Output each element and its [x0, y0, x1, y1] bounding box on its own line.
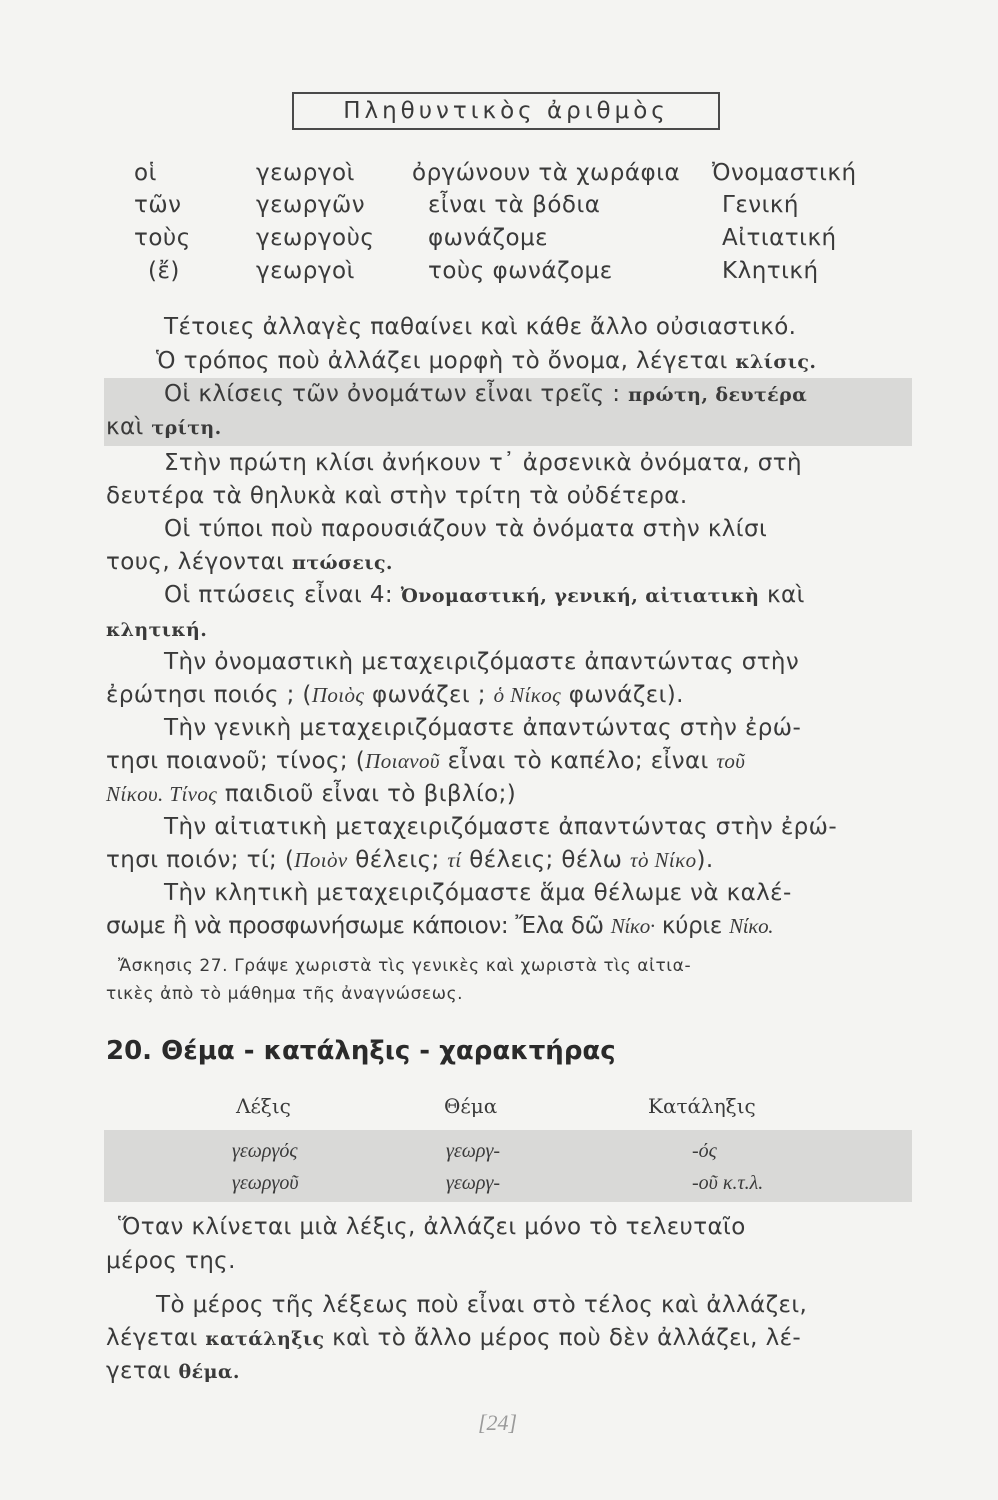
table-header-stem: Θέμα — [444, 1094, 498, 1118]
article-acc: τοὺς — [134, 225, 191, 251]
phrase-nom: ὀργώνουν τὰ χωράφια — [412, 160, 681, 186]
case-acc: Αἰτιατική — [722, 225, 837, 251]
exercise-line: τικὲς ἀπὸ τὸ μάθημα τῆς ἀναγνώσεως. — [106, 984, 464, 1004]
text-line: δευτέρα τὰ θηλυκὰ καὶ στὴν τρίτη τὰ οὐδέτερα. — [106, 483, 688, 509]
text-line: μέρος της. — [106, 1248, 236, 1274]
text-line: Οἱ τύποι ποὺ παρουσιάζουν τὰ ὀνόματα στὴν κλίσι — [164, 516, 768, 542]
table-header-word: Λέξις — [236, 1094, 291, 1118]
phrase-voc: τοὺς φωνάζομε — [428, 258, 613, 284]
text-line: Ὁ τρόπος ποὺ ἀλλάζει μορφὴ τὸ ὄνομα, λέγεται κλίσις. — [156, 348, 817, 374]
table-cell: γεωργοῦ — [232, 1172, 299, 1194]
table-cell: -ός — [692, 1140, 717, 1162]
text-line: σωμε ἢ νὰ προσφωνήσωμε κάποιον: Ἔλα δῶ Νίκο· κύριε Νίκο. — [106, 913, 774, 939]
table-cell: γεωργ- — [446, 1140, 501, 1162]
text-line: γεται θέμα. — [106, 1358, 240, 1384]
text-line: Τὴν αἰτιατικὴ μεταχειριζόμαστε ἀπαντώντας στὴν ἐρώ- — [164, 814, 838, 840]
text-line: τους, λέγονται πτώσεις. — [106, 549, 393, 575]
text-line: Τὴν ὀνομαστικὴ μεταχειριζόμαστε ἀπαντώντας στὴν — [164, 649, 800, 675]
text-line: Στὴν πρώτη κλίσι ἀνήκουν τ᾽ ἀρσενικὰ ὀνόματα, στὴ — [164, 450, 802, 476]
table-cell: γεωργ- — [446, 1172, 501, 1194]
term-vocative: κλητική. — [106, 619, 208, 641]
table-highlight-band — [104, 1130, 912, 1202]
text-line: Τέτοιες ἀλλαγὲς παθαίνει καὶ κάθε ἄλλο οὐσιαστικό. — [164, 314, 797, 340]
case-gen: Γενική — [722, 192, 800, 218]
noun-voc: γεωργοὶ — [256, 258, 355, 284]
text-line: τησι ποιανοῦ; τίνος; (Ποιανοῦ εἶναι τὸ καπέλο; εἶναι τοῦ — [106, 748, 746, 774]
section-title-box — [292, 92, 720, 130]
text-line: Οἱ κλίσεις τῶν ὀνομάτων εἶναι τρεῖς : πρώτη, δευτέρα — [164, 381, 808, 407]
term-ptoseis: πτώσεις. — [292, 552, 393, 574]
text-line: Νίκου. Τίνος παιδιοῦ εἶναι τὸ βιβλίο;) — [106, 781, 517, 807]
article-nom: οἱ — [134, 160, 157, 186]
term-stem: θέμα. — [178, 1361, 240, 1383]
phrase-acc: φωνάζομε — [428, 225, 549, 251]
text-line — [106, 616, 207, 642]
section-heading-title: Θέμα - κατάληξις - χαρακτήρας — [161, 1036, 616, 1066]
exercise-line: Ἄσκησις 27. Γράψε χωριστὰ τὶς γενικὲς καὶ χωριστὰ τὶς αἰτια- — [118, 956, 692, 976]
text-line: καὶ τρίτη. — [106, 414, 222, 440]
phrase-gen: εἶναι τὰ βόδια — [428, 192, 601, 218]
term-third: τρίτη. — [151, 417, 222, 439]
section-title: Πληθυντικὸς ἀριθμὸς — [343, 98, 669, 124]
text-line: τησι ποιόν; τί; (Ποιὸν θέλεις; τί θέλεις; θέλω τὸ Νίκο). — [106, 847, 714, 873]
term-cases: Ὀνομαστική, γενική, αἰτιατικὴ — [400, 585, 760, 607]
article-gen: τῶν — [134, 192, 182, 218]
text-line: Τὴν γενικὴ μεταχειριζόμαστε ἀπαντώντας στὴν ἐρώ- — [164, 715, 802, 741]
text-line: λέγεται κατάληξις καὶ τὸ ἄλλο μέρος ποὺ δὲν ἀλλάζει, λέ- — [106, 1325, 802, 1351]
table-cell: γεωργός — [232, 1140, 298, 1162]
case-nom: Ὀνομαστική — [712, 160, 857, 186]
page-number: [24] — [478, 1410, 518, 1435]
term-ending: κατάληξις — [205, 1328, 325, 1350]
section-heading — [106, 1036, 616, 1066]
text-line: ἐρώτησι ποιός ; (Ποιὸς φωνάζει ; ὁ Νίκος φωνάζει). — [106, 682, 684, 708]
text-line: Τὴν κλητικὴ μεταχειριζόμαστε ἅμα θέλωμε νὰ καλέ- — [164, 880, 792, 906]
table-cell: -οῦ κ.τ.λ. — [692, 1172, 764, 1194]
exercise-label: Ἄσκησις 27. — [118, 956, 229, 976]
noun-nom: γεωργοὶ — [256, 160, 355, 186]
case-voc: Κλητική — [722, 258, 819, 284]
text-line: Οἱ πτώσεις εἶναι 4: Ὀνομαστική, γενική, αἰτιατικὴ καὶ — [164, 582, 805, 608]
term-declensions: πρώτη, δευτέρα — [628, 384, 808, 406]
text-line: Ὅταν κλίνεται μιὰ λέξις, ἀλλάζει μόνο τὸ τελευταῖο — [118, 1214, 746, 1240]
table-header-ending: Κατάληξις — [648, 1094, 756, 1118]
noun-acc: γεωργοὺς — [256, 225, 375, 251]
noun-gen: γεωργῶν — [256, 192, 366, 218]
text-line: Τὸ μέρος τῆς λέξεως ποὺ εἶναι στὸ τέλος καὶ ἀλλάζει, — [156, 1292, 808, 1318]
term-klisis: κλίσις. — [735, 351, 817, 373]
article-voc: (ἔ) — [148, 258, 180, 284]
section-number: 20. — [106, 1036, 153, 1066]
